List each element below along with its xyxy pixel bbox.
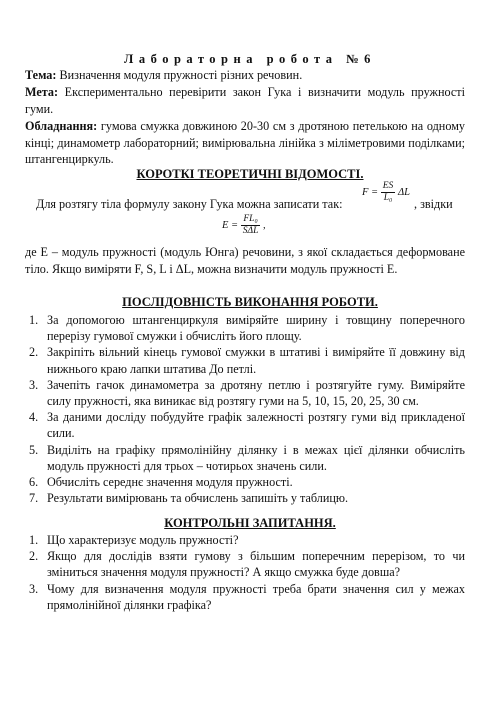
procedure-step-number: 2. bbox=[29, 345, 39, 360]
procedure-step bbox=[25, 409, 465, 441]
procedure-step bbox=[25, 312, 465, 344]
goal-label: Мета: bbox=[25, 85, 59, 99]
procedure-step-text: За даними досліду побудуйте графік залежності розтягу гуми від прикладеної сили. bbox=[47, 410, 465, 441]
goal-text: Експериментально перевірити закон Гука і визначити модуль пружності гуми. bbox=[25, 85, 465, 116]
equipment-paragraph bbox=[25, 118, 465, 168]
topic-text: Визначення модуля пружності різних речовин. bbox=[56, 68, 303, 82]
procedure-step-number: 6. bbox=[29, 475, 39, 490]
topic-label: Тема: bbox=[25, 68, 57, 82]
procedure-step-text: Закріпіть вільний кінець гумової смужки в штативі і виміряйте її довжину від нижнього краю лапки штатива До петлі. bbox=[47, 345, 465, 376]
procedure-step-number: 3. bbox=[29, 377, 39, 392]
formula-young-numerator: FL₀ bbox=[241, 214, 261, 226]
formula-young-fraction bbox=[241, 214, 261, 237]
procedure-step-text: За допомогою штангенциркуля виміряйте ширину і товщину поперечного перерізу гумової смужки і обчисліть його площу. bbox=[47, 313, 465, 344]
procedure-step-number: 1. bbox=[29, 313, 39, 327]
question-item-number: 2. bbox=[29, 549, 39, 564]
question-item bbox=[25, 548, 465, 580]
formula-hooke-tail: ΔL bbox=[397, 186, 410, 198]
theory-text: де E – модуль пружності (модуль Юнга) речовини, з якої складається деформоване тіло. Якщо виміряти F, S, L і ΔL, можна визначити модуль пружності E. bbox=[25, 245, 465, 276]
question-item-text: Якщо для дослідів взяти гумову з більшим поперечним перерізом, то чи зміниться значення модуля пружності? А якщо смужка буде довша? bbox=[47, 549, 465, 580]
procedure-list bbox=[25, 312, 465, 506]
equipment-label: Обладнання: bbox=[25, 119, 98, 133]
question-item-number: 1. bbox=[29, 533, 39, 547]
formula-hooke-numerator: ES bbox=[382, 181, 394, 191]
formula-young-denominator: SΔL bbox=[242, 226, 259, 236]
formula-hooke-lhs: F = bbox=[362, 186, 379, 198]
procedure-step-text: Виділіть на графіку прямолінійну ділянку і в межах цієї ділянки обчисліть модуль пружності для трьох – чотирьох значень сили. bbox=[47, 442, 465, 473]
formula-hooke-fraction bbox=[381, 181, 396, 204]
procedure-step-number: 5. bbox=[29, 442, 39, 457]
page-title: Лабораторна робота №6 bbox=[124, 52, 376, 66]
procedure-step-text: Обчисліть середнє значення модуля пружності. bbox=[47, 475, 293, 490]
theory-heading: КОРОТКІ ТЕОРЕТИЧНІ ВІДОМОСТІ. bbox=[136, 167, 364, 181]
from-where-text: , звідки bbox=[414, 197, 453, 211]
question-item bbox=[25, 532, 465, 548]
question-item-number: 3. bbox=[29, 581, 39, 596]
formula-hooke-denominator: L₀ bbox=[383, 193, 393, 203]
question-item bbox=[25, 581, 465, 613]
question-item-text: Що характеризує модуль пружності? bbox=[47, 533, 239, 547]
procedure-heading: ПОСЛІДОВНІСТЬ ВИКОНАННЯ РОБОТИ. bbox=[122, 295, 378, 309]
procedure-step-number: 4. bbox=[29, 410, 39, 425]
procedure-step bbox=[25, 490, 465, 506]
formula-young bbox=[222, 214, 266, 237]
procedure-step-number: 7. bbox=[29, 491, 39, 506]
theory-intro: Для розтягу тіла формулу закону Гука можна записати так: bbox=[36, 197, 343, 211]
formula-young-tail: , bbox=[262, 219, 266, 231]
procedure-step-text: Результати вимірювань та обчислень запишіть у таблицю. bbox=[47, 491, 349, 506]
procedure-step bbox=[25, 377, 465, 409]
procedure-step bbox=[25, 344, 465, 376]
questions-list bbox=[25, 532, 465, 613]
procedure-step bbox=[25, 474, 465, 490]
procedure-step bbox=[25, 442, 465, 474]
question-item-text: Чому для визначення модуля пружності треба брати значення сил у межах прямолінійної ділянки графіка? bbox=[47, 581, 465, 612]
questions-heading: КОНТРОЛЬНІ ЗАПИТАННЯ. bbox=[164, 516, 336, 530]
goal-paragraph bbox=[25, 84, 465, 117]
topic-paragraph bbox=[25, 67, 465, 84]
formula-hooke bbox=[362, 181, 410, 204]
procedure-step-text: Зачепіть гачок динамометра за дротяну петлю і розтягуйте гуму. Виміряйте силу пружності, яка виникає від розтягу гуми на 5, 10, 15, 20, 25, 30 см. bbox=[47, 377, 465, 409]
formula-young-lhs: E = bbox=[222, 219, 239, 231]
equipment-text: гумова смужка довжиною 20-30 см з дротяною петелькою на одному кінці; динамометр лабораторний; вимірювальна лінійка з міліметровими поділками; штангенциркуль. bbox=[25, 119, 465, 166]
